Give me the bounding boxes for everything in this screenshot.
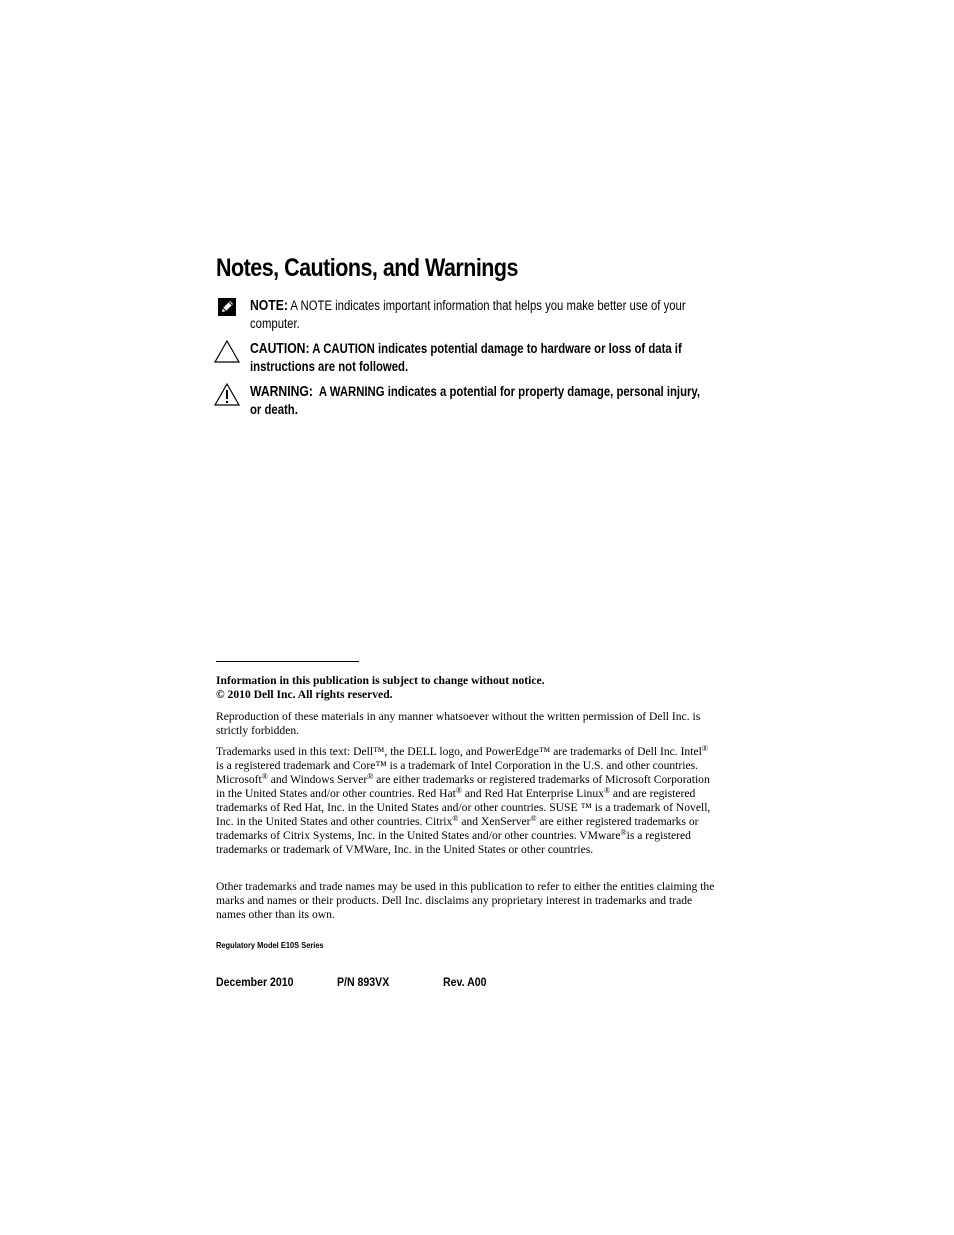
change-notice-line: Information in this publication is subject to change without notice.: [216, 674, 545, 687]
other-trademarks-paragraph: Other trademarks and trade names may be used in this publication to refer to either the entities claiming the marks and names or their products. Dell Inc. disclaims any proprietary interest in trademarks and trade names other than its own.: [216, 880, 715, 921]
trademark-text: is a registered trademarks or trademark of VMWare, Inc. in the United States or other countries.: [216, 829, 691, 856]
publication-date: December 2010: [216, 975, 294, 989]
page-title: Notes, Cautions, and Warnings: [216, 254, 518, 282]
caution-text: [250, 340, 704, 375]
trademark-text: and are registered trademarks of Red Hat, Inc. in the United States and/or other countries. SUSE ™ is a trademark of Novell, Inc. in the United States and other countries. Citrix: [216, 787, 711, 828]
trademark-text: and Red Hat Enterprise Linux: [461, 787, 604, 800]
note-label: NOTE:: [250, 298, 288, 314]
warning-triangle-icon: [213, 383, 241, 407]
registered-mark: ®: [603, 786, 611, 795]
trademark-text: is a registered trademark and Core™ is a trademark of Intel Corporation in the U.S. and other countries. Microsoft: [216, 759, 699, 786]
regulatory-model: Regulatory Model E10S Series: [216, 940, 324, 950]
caution-notice: [216, 340, 716, 380]
registered-mark: ®: [452, 814, 459, 823]
publication-footer: [216, 975, 716, 993]
part-number: P/N 893VX: [337, 975, 390, 989]
trademark-text: are either trademarks or registered trademarks of Microsoft Corporation in the United States and/or other countries. Red Hat: [216, 773, 710, 800]
caution-body: A CAUTION indicates potential damage to hardware or loss of data if instructions are not followed.: [250, 341, 682, 374]
copyright-line: © 2010 Dell Inc. All rights reserved.: [216, 688, 393, 701]
note-text: [250, 297, 704, 332]
trademark-text: Trademarks used in this text: Dell™, the DELL logo, and PowerEdge™ are trademarks of Dell Inc. Intel: [216, 745, 702, 758]
registered-mark: ®: [701, 744, 708, 753]
caution-triangle-icon: [213, 340, 241, 364]
footnote-divider: [216, 661, 359, 662]
warning-label: WARNING:: [250, 384, 313, 400]
registered-mark: ®: [455, 786, 462, 795]
trademark-text: and XenServer: [458, 815, 531, 828]
warning-text: [250, 383, 704, 418]
trademarks-paragraph: [216, 745, 716, 857]
revision: Rev. A00: [443, 975, 487, 989]
note-notice: [216, 297, 716, 337]
caution-label: CAUTION:: [250, 341, 310, 357]
note-body: A NOTE indicates important information that helps you make better use of your computer.: [250, 298, 686, 331]
warning-notice: [216, 383, 716, 423]
trademark-text: are either registered trademarks or trademarks of Citrix Systems, Inc. in the United States and/or other countries. VMware: [216, 815, 699, 842]
warning-body: A WARNING indicates a potential for property damage, personal injury, or death.: [250, 384, 701, 417]
registered-mark: ®: [530, 814, 537, 823]
note-pencil-icon: [213, 297, 241, 321]
registered-mark: ®: [367, 772, 374, 781]
reproduction-paragraph: Reproduction of these materials in any manner whatsoever without the written permission of Dell Inc. is strictly forbidden.: [216, 710, 701, 737]
registered-mark: ®: [261, 772, 268, 781]
change-notice: [216, 674, 716, 702]
trademark-text: and Windows Server: [267, 773, 368, 786]
registered-mark: ®: [620, 828, 627, 837]
